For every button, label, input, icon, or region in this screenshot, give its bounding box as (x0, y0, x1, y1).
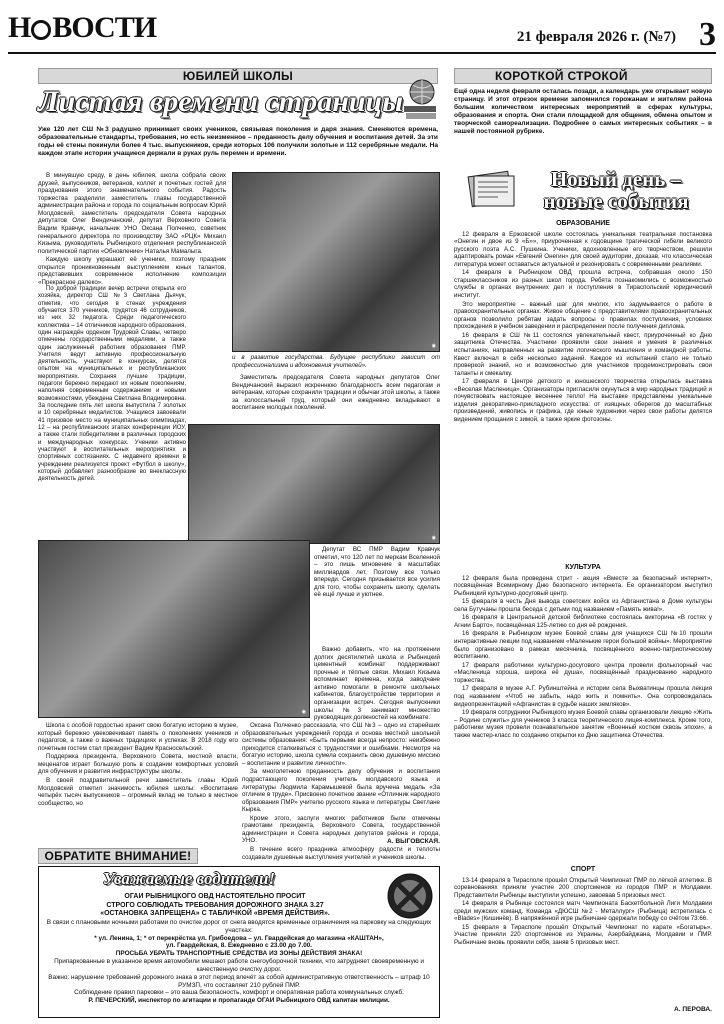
paragraph: Важно добавить, что на протяжении долгих десятилетий школа и Рыбницкий цементный комбинат поддерживают прочные и тёплые связи. Михаил Кизыма вспоминает времена, когда заводчане активно помогали в ремонте школьных кабинетов, благоустройстве территории и организации встреч. Сегодня выпускники школы №3 занимают множество руководящих должностей на комбинате. (314, 646, 440, 722)
notice-line: Соблюдение правил парковки – это ваша безопасность, комфорт и оперативная работа коммунальных служб. (74, 989, 404, 997)
paragraph: Кроме этого, заслуги многих работников были отмечены грамотами президента, Верховного Совета, государственной администрации и Совета народных депутатов района и города, УНО. (242, 814, 440, 845)
article-col-2-low (314, 546, 440, 642)
news-item: 12 февраля в Ержовской школе состоялась уникальная театральная постановка «Онегин и двое из 9 «Б»», приуроченная к годовщине трагической гибели великого русского поэта А.С. Пушкина. Ученики, вдохновленные его творчеством, решили адаптировать роман «Евгений Онегин» для своей аудитории, доказав, что классическая литература может оставаться актуальной и резонировать с современными реалиями. (454, 230, 712, 268)
notice-details (43, 919, 435, 1005)
news-item: 15 февраля в Тирасполе прошёл Открытый Чемпионат по карате «Богатырь». Участие приняли 220 спортсменов из Украины, Азербайджана, Молдавии и ПМР. Рыбничане вновь проявили себя, заняв 5 призовых мест. (454, 923, 712, 947)
newspaper-stack-icon (466, 166, 518, 212)
brief-author: А. ПЕРОВА. (673, 1006, 712, 1013)
paragraph: Каждую школу украшают её ученики, поэтому праздник открылся проникновенным выступлением юных талантов, представивших современное исполнение композиции «Прекрасное далеко». (38, 256, 226, 286)
news-item: 15 февраля в честь Дня вывода советских войск из Афганистана в Доме культуры села Бутучаны прошла беседа с детьми под названием «Память жива!». (454, 598, 712, 613)
photo-audience (38, 540, 310, 718)
article-col-2-low-b (314, 646, 440, 722)
news-item: 19 февраля сотрудники Рыбницкого музея Боевой славы организовали лекцию «Жить – Родине служить» для учеников 3 класса теоретического лицея-комплекса. Кроме того, работники музея провели познавательное занятие «Военный костюм сквозь эпохи», а также мастер-класс по созданию открытки ко Дню защитника Отечества. (454, 709, 712, 739)
notice-line: ОГАИ РЫБНИЦКОГО ОВД НАСТОЯТЕЛЬНО ПРОСИТ (124, 893, 306, 900)
news-item: 16 февраля в Рыбницком музее Боевой славы для учащихся СШ №10 прошли интерактивные лекции под названием «Маленькие герои большой войны». Мероприятие было организовано в рамках месячника, посвящённого военно-патриотическому воспитанию. (454, 630, 712, 661)
paragraph: В течение всего праздника атмосферу радости и теплоты создавали душевные выступления учителей и учеников школы. (242, 846, 440, 861)
paragraph: Заместитель председателя Совета народных депутатов Олег Вендичанский выразил искреннюю благодарность всем педагогам и ветеранам, которые сохранили традиции и обычаи этой школы, а также за колоссальный труд, который они ежедневно вкладывают в воспитание молодых поколений. (232, 374, 440, 412)
news-item: 17 февраля работники культурно-досугового центра провели фольклорный час «Масленица хороша, широка её душа», посвящённый празднованию народного торжества. (454, 661, 712, 684)
photo-ceremony (232, 172, 440, 352)
article-lead: Уже 120 лет СШ №3 радушно принимает своих учеников, связывая поколения и даря знания. Сменяются времена, образовательные стандарты, требования, но есть неизменное – преданность делу обучения и воспитания детей. За эти годы её стены покинули более 4 тыс. выпускников, среди которых 106 получили золотые и 112 серебряные медали. На каждом этапе истории учащиеся держали в руках руль перемен и времени. (38, 126, 438, 158)
logo-suffix: ВОСТИ (52, 11, 157, 44)
paragraph: Поддержка президента, Верховного Совета, местной власти, меценатов играет большую роль в создании комфортных условий для обучения и развития инфраструктуры школы. (38, 753, 238, 776)
notice-title: Уважаемые водители! (102, 869, 276, 888)
section-school-anniversary: ЮБИЛЕЙ ШКОЛЫ (38, 68, 438, 84)
article-col-1-bottom (38, 722, 238, 842)
brief-sport (454, 864, 712, 1004)
paragraph: По доброй традиции вечер встречи открыла его хозяйка, директор СШ №3 Светлана Дьячук, отметив, что сегодня в стенах учреждения обучается 370 учеников, трудятся 46 сотрудников, из них 32 педагога. Среди педагогического коллектива – 14 отличников народного образования, один награждён орденом Трудовой Славы, четверо отмечены государственными медалями, а также один заслуженный работник образования ПМР. Учителя ведут активную профессиональную деятельность, участвуют в конкурсах, делятся опытом на муниципальных и республиканских мероприятиях. Сохраняя лучшие традиции, педагоги бережно передают их новым поколениям, наполняя современным содержанием и новыми возможностями, убеждена Светлана Владимировна. За последние пять лет школа выпустила 7 золотых и 10 серебряных медалистов. Учащиеся завоевали 41 призовое место на муниципальных олимпиадах, 12 – на республиканских этапах конференции ИОУ, а также стали победителями в различных городских и международных конкурсах. Ученики активно участвуют в воспитательных мероприятиях и спортивных состязаниях. С недавнего времени в учреждении реализуется проект «Футбол в школу», который добавляет разнообразие во внеклассную деятельность детей. (38, 286, 186, 483)
news-item: 14 февраля в Рыбнице состоялся матч Чемпионата Баскетбольной Лиги Молдавии среди мужских команд. Команда «ДЮСШ №2 - Металлург» (Рыбница) встретилась с «Blades» (Кишинёв). В напряжённой игре рыбничане одержали победу со счётом 73:66. (454, 900, 712, 923)
globe-icon (31, 20, 51, 40)
news-item: 17 февраля в музее А.Г. Рубинштейна и истории села Выхватинцы прошла лекция под названием «Чтоб не забыть, надо жить и помнить». Она сопровождалась видеопрезентацией «Афганистан в судьбе наших земляков». (454, 685, 712, 708)
news-item: 13-14 февраля в Тирасполе прошёл Открытый Чемпионат ПМР по лёгкой атлетике. В соревнованиях приняли участие 200 спортсменов из городов ПМР и Молдавии. Представители Рыбницы выступили успешно, завоевав 5 призовых мест. (454, 876, 712, 899)
heading-culture: КУЛЬТУРА (565, 564, 601, 571)
logo-prefix: Н (8, 11, 31, 44)
camera-icon: ◉ (431, 534, 436, 541)
section-brief: КОРОТКОЙ СТРОКОЙ (454, 68, 712, 84)
books-globe-icon (400, 76, 440, 124)
notice-line: * ул. Ленина, 1; * от перекрёстка ул. Грибоедова – ул. Гвардейская до магазина «КАШТАН», (94, 934, 384, 942)
no-stopping-sign-icon (385, 871, 435, 921)
notice-line: В связи с плановыми ночными работами по очистке дорог от снега вводятся временные ограничения на парковку на следующих участках: (46, 919, 432, 934)
brief-title: Новый день – новые события (543, 167, 689, 214)
photo-students (188, 424, 440, 544)
news-item: 14 февраля в Рыбницком ОВД прошла встреча, собравшая около 150 старшеклассников из разных школ города. Ребята познакомились с возможностью службы в органах внутренних дел и поступления в Тираспольский юридический институт. (454, 269, 712, 300)
notice-line: ул. Гвардейская, 8. Ежедневно с 23.00 до 7.00. (165, 942, 313, 950)
notice-line: СТРОГО СОБЛЮДАТЬ ТРЕБОВАНИЯ ДОРОЖНОГО ЗНАКА 3.27 (106, 901, 324, 909)
paragraph: В минувшую среду, в день юбилея, школа собрала своих друзей, выпускников, ветеранов, коллег и почетных гостей для празднования этого знаменательного события. Радость торжества разделили заместитель главы государственной администрации района и города по социальным вопросам Юрий Молдовский, заместитель председателя Совета народных депутатов Олег Вендичанский, депутат Верховного Совета Вадим Кравчук, начальник УНО Оксана Полченко, советник генерального директора по производству ЗАО «РЦК» Михаил Кизыма, руководитель Рыбницкого отделения республиканской политической партии «Обновление» Наталья Мамалыга. (38, 172, 226, 255)
page-header (8, 8, 716, 54)
notice-signature: Р. ПЕЧЕРСКИЙ, инспектор по агитации и пропаганде ОГАИ Рыбницкого ОВД капитан милиции. (88, 997, 390, 1005)
notice-line: ПРОСЬБА УБРАТЬ ТРАНСПОРТНЫЕ СРЕДСТВА ИЗ ЗОНЫ ДЕЙСТВИЯ ЗНАКА! (115, 950, 363, 958)
paragraph: За многолетнюю преданность делу обучения и воспитания подрастающего поколения учитель молдавского языка и литературы Людмила Карамышевой была вручена медаль «За отличие в труде». Присвоено почетное звание «Отличник народного образования ПМР» учителю русского языка и литературы Светлане Кырка. (242, 768, 440, 814)
news-item: 12 февраля была проведена стрит - акция «Вместе за безопасный интернет», посвящённая Всемирному Дню безопасного интернета. Ее организатором выступил Рыбницкий культурно-досуговый центр. (454, 574, 712, 597)
issue-date: 21 февраля 2026 г. (№7) (516, 29, 676, 45)
heading-education: ОБРАЗОВАНИЕ (556, 220, 610, 227)
brief-culture (454, 562, 712, 862)
brief-education (454, 218, 712, 560)
camera-icon: ◉ (431, 342, 436, 349)
news-item: 17 февраля в Центре детского и юношеского творчества открылась выставка «Веселая Масленица». Организаторы пригласили окунуться в мир народных традиций и почувствовать настоящее весеннее тепло! На выставке представлены уникальные изделия декоративно-прикладного искусства: от изящных оберегов до масштабных произведений, живопись и графика, где юные художники через свои работы делятся видением прощания с зимой, а также яркие фотозоны. (454, 378, 712, 424)
heading-sport: СПОРТ (570, 866, 596, 873)
notice-box (38, 866, 440, 1018)
article-author: А. ВЫГОВСКАЯ. (386, 838, 440, 845)
notice-line: Важно: нарушение требований дорожного знака в этот период влечёт за собой административную ответственность – штраф 10 РУМЗП, что составляет 210 рублей ПМР. (48, 973, 430, 989)
brief-intro: Ещё одна неделя февраля осталась позади, а календарь уже открывает новую страницу. И этот отрезок времени запомнился горожанам и жителям района большим количеством интересных мероприятий в сферах культуры, образования и спорта. Они стали площадкой для общения, обмена опытом и творческой самореализации. Подробнее о самых интересных событиях – в нашей постоянной рубрике. (454, 88, 712, 135)
page-number: 3 (699, 16, 716, 53)
newspaper-logo (8, 10, 156, 47)
paragraph: Депутат ВС ПМР Вадим Кравчук отметил, что 120 лет по меркам Вселенной – это лишь мгновение в масштабах миллиардов лет. Поэтому все только впереди. Сегодня призывается все усилия для того, чтобы сохранить школу, сделать её ещё лучше и уютнее. (314, 546, 440, 599)
notice-body (43, 893, 387, 919)
paragraph: Школа с особой гордостью хранит свою богатую историю в музее, который бережно увековечивает память о поколениях учеников и педагогов, а также о важных традициях и успехах. В 2018 году его почетным гостем стал президент Вадим Красносельский. (38, 722, 238, 752)
camera-icon: ◉ (301, 708, 306, 715)
news-item: 16 февраля в Центральной детской библиотеке состоялась викторина «В гостях у Агнии Барто», посвящённая 125-летию со дня её рождения. (454, 614, 712, 629)
news-item: 16 февраля в СШ №11 состоялся увлекательный квест, приуроченный ко Дню защитника Отечества. Участники проявили свои знания и умения в различных испытаниях, направленных на развитие логического мышления и командной работы. Квест включал в себя несколько заданий. Каждое из испытаний стало не только проверкой знаний, но и возможностью для участников продемонстрировать свои таланты и смекалку. (454, 331, 712, 377)
notice-line: «ОСТАНОВКА ЗАПРЕЩЕНА» С ТАБЛИЧКОЙ «ВРЕМЯ ДЕЙСТВИЯ». (100, 910, 330, 918)
article-title: Листая времени страницы (38, 85, 404, 118)
paragraph: В своей поздравительной речи заместитель главы Юрий Молдовский отметил значимость юбилея школы: «Воспитание четырёх тысяч выпускников – огромный вклад не только в местное сообщество, но (38, 776, 238, 807)
notice-line: Припаркованные в указанное время автомобили мешают работе снегоуборочной техники, что затрудняет своевременную и качественную очистку дорог. (54, 958, 424, 973)
paragraph: Оксана Полченко рассказала, что СШ №3 – одно из старейших образовательных учреждений города и основа местной школьной системы образования: «Быть первыми всегда непросто: неизбежно приходится сталкиваться с трудностями и ошибками. Несмотря на богатую историю, школа сумела сохранить свою душевную миссию – воспитание и развитие личности». (242, 722, 440, 767)
section-notice: ОБРАТИТЕ ВНИМАНИЕ! (38, 848, 198, 864)
article-col-2-mid (232, 374, 440, 422)
article-col-1b (38, 286, 186, 512)
quote-continuation: и в развитие государства. Будущее республики зависит от профессионализма и вдохновения учителей». (232, 354, 440, 369)
news-item: Это мероприятие – важный шаг для многих, кто задумывается о работе в правоохранительных органах. Живое общение с представителями правоохранительных органов позволило ребятам задать вопросы о правилах поступления, условиях прохождения в учебном заведении и распределении после получения диплома. (454, 300, 712, 331)
